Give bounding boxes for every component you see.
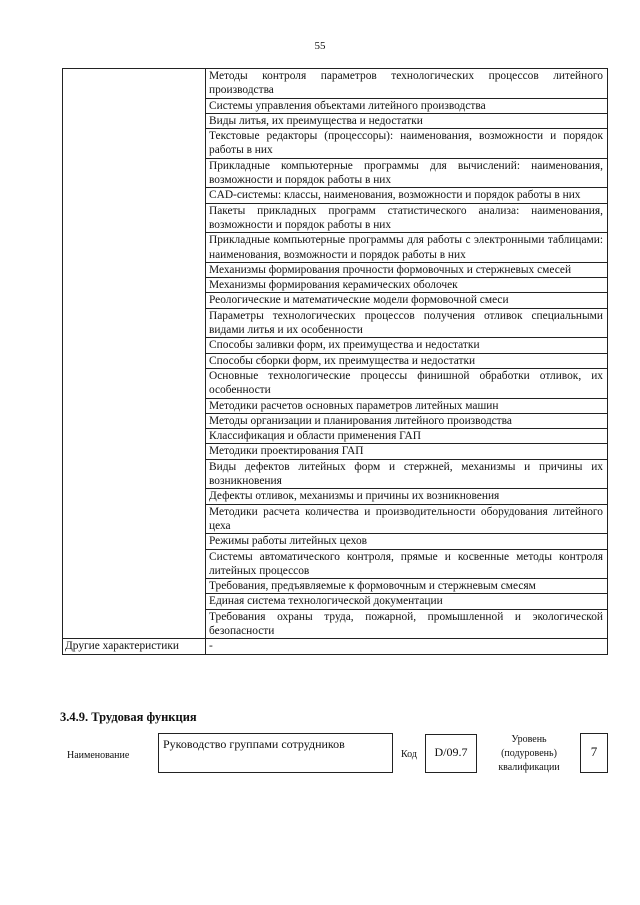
knowledge-item: CAD-системы: классы, наименования, возможности и порядок работы в них xyxy=(206,188,608,203)
table-row-other xyxy=(63,639,608,654)
knowledge-item: Режимы работы литейных цехов xyxy=(206,534,608,549)
level-label-line-2: (подуровень) xyxy=(501,748,557,759)
knowledge-item: Основные технологические процессы финишной обработки отливок, их особенности xyxy=(206,368,608,398)
level-label xyxy=(486,733,572,775)
knowledge-item: Виды дефектов литейных форм и стержней, механизмы и причины их возникновения xyxy=(206,459,608,489)
page-number: 55 xyxy=(314,40,326,52)
code-value-box xyxy=(425,734,477,773)
code-value: D/09.7 xyxy=(434,745,468,759)
requirements-table-body xyxy=(63,69,608,655)
knowledge-item: Единая система технологической документации xyxy=(206,594,608,609)
knowledge-item: Способы сборки форм, их преимущества и недостатки xyxy=(206,353,608,368)
code-label: Код xyxy=(401,749,417,760)
knowledge-item: Требования, предъявляемые к формовочным и стержневым смесям xyxy=(206,579,608,594)
name-value-box xyxy=(158,733,393,773)
knowledge-item: Способы заливки форм, их преимущества и недостатки xyxy=(206,338,608,353)
knowledge-item: Виды литья, их преимущества и недостатки xyxy=(206,113,608,128)
knowledge-item: Методики расчета количества и производительности оборудования литейного цеха xyxy=(206,504,608,534)
knowledge-item: Прикладные компьютерные программы для работы с электронными таблицами: наименования, возможности и порядок работы в них xyxy=(206,233,608,263)
level-value-box xyxy=(580,733,608,773)
requirements-table xyxy=(62,68,608,655)
knowledge-item: Системы автоматического контроля, прямые и косвенные методы контроля литейных процессов xyxy=(206,549,608,579)
knowledge-item: Текстовые редакторы (процессоры): наименования, возможности и порядок работы в них xyxy=(206,129,608,159)
level-label-line-1: Уровень xyxy=(511,734,547,745)
knowledge-item: Методики проектирования ГАП xyxy=(206,444,608,459)
knowledge-label-cell xyxy=(63,69,206,639)
knowledge-item: Системы управления объектами литейного производства xyxy=(206,98,608,113)
knowledge-item: Механизмы формирования керамических оболочек xyxy=(206,278,608,293)
knowledge-item: Прикладные компьютерные программы для вычислений: наименования, возможности и порядок работы в них xyxy=(206,158,608,188)
knowledge-item: Пакеты прикладных программ статистического анализа: наименования, возможности и порядок работы в них xyxy=(206,203,608,233)
level-label-line-3: квалификации xyxy=(498,762,560,773)
section-title: 3.4.9. Трудовая функция xyxy=(60,710,197,724)
knowledge-item: Требования охраны труда, пожарной, промышленной и экологической безопасности xyxy=(206,609,608,639)
name-label: Наименование xyxy=(67,750,130,761)
table-row xyxy=(63,69,608,99)
knowledge-item: Методы контроля параметров технологических процессов литейного производства xyxy=(206,69,608,99)
knowledge-item: Параметры технологических процессов получения отливок специальными видами литья и их особенности xyxy=(206,308,608,338)
knowledge-item: Дефекты отливок, механизмы и причины их возникновения xyxy=(206,489,608,504)
other-characteristics-value: - xyxy=(206,639,608,654)
knowledge-item: Механизмы формирования прочности формовочных и стержневых смесей xyxy=(206,262,608,277)
level-value: 7 xyxy=(590,744,598,759)
knowledge-item: Классификация и области применения ГАП xyxy=(206,429,608,444)
knowledge-item: Методы организации и планирования литейного производства xyxy=(206,413,608,428)
other-characteristics-label: Другие характеристики xyxy=(63,639,206,654)
knowledge-item: Методики расчетов основных параметров литейных машин xyxy=(206,398,608,413)
name-value: Руководство группами сотрудников xyxy=(163,737,345,751)
knowledge-item: Реологические и математические модели формовочной смеси xyxy=(206,293,608,308)
